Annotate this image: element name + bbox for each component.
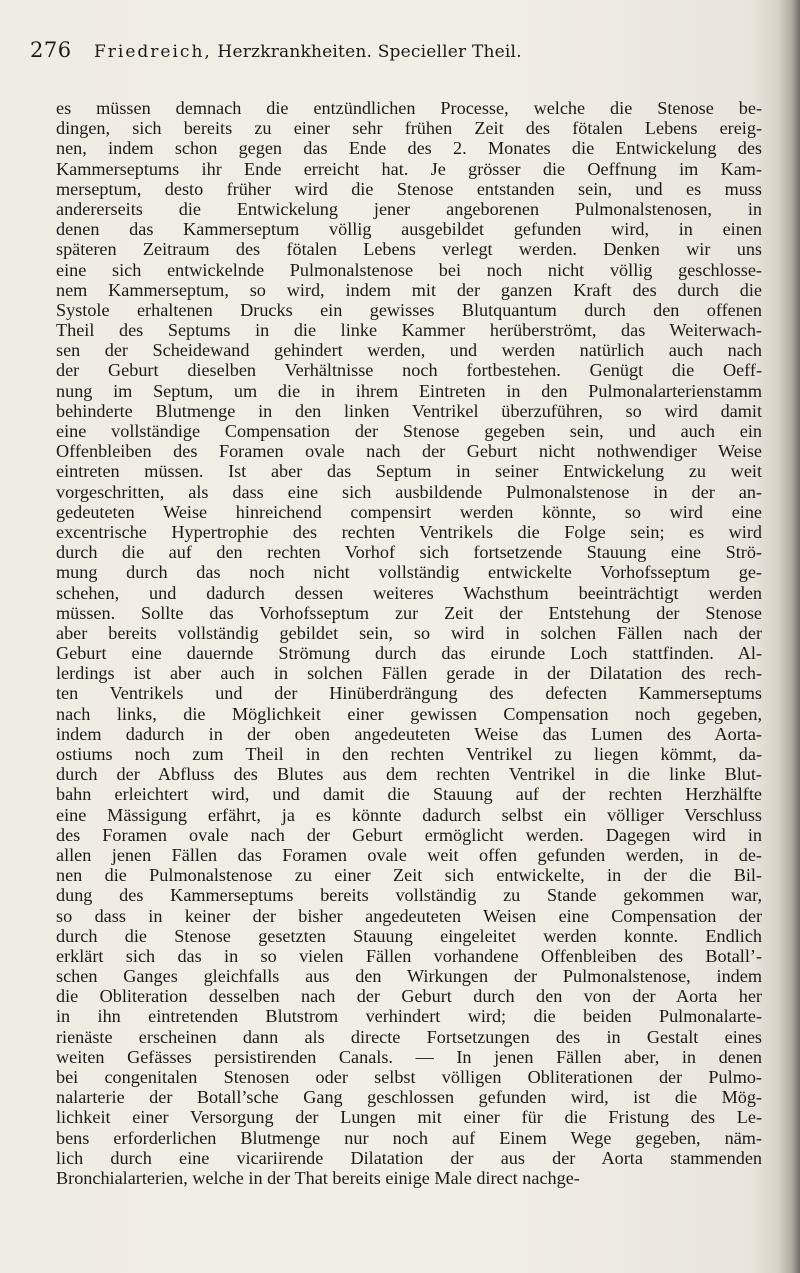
text-line: nem Kammerseptum, so wird, indem mit der ganzen Kraft des durch die bbox=[56, 279, 762, 300]
text-line: der Geburt dieselben Verhältnisse noch fortbestehen. Genügt die Oeff- bbox=[56, 360, 762, 381]
text-line: bens erforderlichen Blutmenge nur noch auf Einem Wege gegeben, näm- bbox=[56, 1127, 762, 1148]
text-line: Bronchialarterien, welche in der That bereits einige Male direct nachge- bbox=[56, 1167, 580, 1188]
text-line: schehen, und dadurch dessen weiteres Wachsthum beeinträchtigt werden bbox=[56, 582, 762, 603]
page-edge-shadow bbox=[778, 0, 800, 1273]
text-line: denen das Kammerseptum völlig ausgebildet gefunden wird, in einen bbox=[56, 219, 762, 240]
text-line: Systole erhaltenen Drucks ein gewisses Blutquantum durch den offenen bbox=[56, 299, 762, 320]
text-line: so dass in keiner der bisher angedeuteten Weisen eine Compensation der bbox=[56, 905, 762, 926]
text-line: ten Ventrikels und der Hinüberdrängung des defecten Kammerseptums bbox=[56, 683, 762, 704]
text-line: andererseits die Entwickelung jener angeborenen Pulmonalstenosen, in bbox=[56, 198, 762, 219]
text-line: behinderte Blutmenge in den linken Ventrikel überzuführen, so wird damit bbox=[56, 400, 762, 421]
text-line: die Obliteration desselben nach der Geburt durch den von der Aorta her bbox=[56, 986, 762, 1007]
text-line: indem dadurch in der oben angedeuteten Weise das Lumen des Aorta- bbox=[56, 723, 762, 744]
running-header bbox=[30, 38, 760, 68]
text-line: durch die auf den rechten Vorhof sich fortsetzende Stauung eine Strö- bbox=[56, 542, 762, 563]
text-line: aber bereits vollständig gebildet sein, so wird in solchen Fällen nach der bbox=[56, 622, 762, 643]
text-line: sen der Scheidewand gehindert werden, und werden natürlich auch nach bbox=[56, 340, 762, 361]
text-line: nung im Septum, um die in ihrem Eintreten in den Pulmonalarterienstamm bbox=[56, 380, 762, 401]
body-text bbox=[56, 98, 762, 1188]
text-line: müssen. Sollte das Vorhofsseptum zur Zeit der Entstehung der Stenose bbox=[56, 602, 762, 623]
text-line: gedeuteten Weise hinreichend compensirt werden könnte, so wird eine bbox=[56, 501, 762, 522]
text-line: excentrische Hypertrophie des rechten Ventrikels die Folge sein; es wird bbox=[56, 521, 762, 542]
text-line: dingen, sich bereits zu einer sehr frühen Zeit des fötalen Lebens ereig- bbox=[56, 118, 762, 139]
text-line: allen jenen Fällen das Foramen ovale weit offen gefunden werden, in de- bbox=[56, 844, 762, 865]
text-line: lerdings ist aber auch in solchen Fällen gerade in der Dilatation des rech- bbox=[56, 663, 762, 684]
text-line: Kammerseptums ihr Ende erreicht hat. Je grösser die Oeffnung im Kam- bbox=[56, 158, 762, 179]
text-line: durch der Abfluss des Blutes aus dem rechten Ventrikel in die linke Blut- bbox=[56, 764, 762, 785]
text-line: durch die Stenose gesetzten Stauung eingeleitet werden konnte. Endlich bbox=[56, 925, 762, 946]
text-line: nach links, die Möglichkeit einer gewissen Compensation noch gegeben, bbox=[56, 703, 762, 724]
text-line: vorgeschritten, als dass eine sich ausbildende Pulmonalstenose in der an- bbox=[56, 481, 762, 502]
text-line: dung des Kammerseptums bereits vollständig zu Stande gekommen war, bbox=[56, 885, 762, 906]
text-line: ostiums noch zum Theil in den rechten Ventrikel zu liegen kömmt, da- bbox=[56, 744, 762, 764]
text-line: eine Mässigung erfährt, ja es könnte dadurch selbst ein völliger Verschluss bbox=[56, 804, 762, 825]
running-head-title: Herzkrankheiten. Specieller Theil. bbox=[217, 42, 522, 62]
page-number: 276 bbox=[30, 38, 72, 62]
text-line: nalarterie der Botall’sche Gang geschlossen gefunden wird, ist die Mög- bbox=[56, 1087, 762, 1108]
text-line: nen, indem schon gegen das Ende des 2. Monates die Entwickelung des bbox=[56, 138, 762, 159]
text-line: es müssen demnach die entzündlichen Processe, welche die Stenose be- bbox=[56, 98, 762, 118]
text-line: schen Ganges gleichfalls aus den Wirkungen der Pulmonalstenose, indem bbox=[56, 966, 762, 987]
text-line: des Foramen ovale nach der Geburt ermöglicht werden. Dagegen wird in bbox=[56, 824, 762, 845]
running-head bbox=[94, 42, 522, 62]
text-line: lich durch eine vicariirende Dilatation der aus der Aorta stammenden bbox=[56, 1147, 762, 1168]
text-line: mung durch das noch nicht vollständig entwickelte Vorhofsseptum ge- bbox=[56, 562, 762, 583]
text-line: Theil des Septums in die linke Kammer herüberströmt, das Weiterwach- bbox=[56, 320, 762, 341]
text-line: Offenbleiben des Foramen ovale nach der Geburt nicht nothwendiger Weise bbox=[56, 441, 762, 462]
text-line: in ihn eintretenden Blutstrom verhindert wird; die beiden Pulmonalarte- bbox=[56, 1006, 762, 1027]
text-line: lichkeit einer Versorgung der Lungen mit einer für die Fristung des Le- bbox=[56, 1107, 762, 1128]
text-line: Geburt eine dauernde Strömung durch das eirunde Loch stattfinden. Al- bbox=[56, 643, 762, 664]
text-line: bahn erleichtert wird, und damit die Stauung auf der rechten Herzhälfte bbox=[56, 784, 762, 805]
text-line: rienäste erscheinen dann als directe Fortsetzungen des in Gestalt eines bbox=[56, 1026, 762, 1047]
text-line: merseptum, desto früher wird die Stenose entstanden sein, und es muss bbox=[56, 178, 762, 199]
text-line: eine vollständige Compensation der Stenose gegeben sein, und auch ein bbox=[56, 421, 762, 441]
text-line: bei congenitalen Stenosen oder selbst völligen Obliterationen der Pulmo- bbox=[56, 1067, 762, 1087]
text-line: eintreten müssen. Ist aber das Septum in seiner Entwickelung zu weit bbox=[56, 461, 762, 482]
text-line: eine sich entwickelnde Pulmonalstenose bei noch nicht völlig geschlosse- bbox=[56, 259, 762, 280]
text-line: späteren Zeitraum des fötalen Lebens verlegt werden. Denken wir uns bbox=[56, 239, 762, 260]
running-head-author: Friedreich, bbox=[94, 42, 212, 62]
text-line: erklärt sich das in so vielen Fällen vorhandene Offenbleiben des Botall’- bbox=[56, 945, 762, 966]
text-line: weiten Gefässes persistirenden Canals. — In jenen Fällen aber, in denen bbox=[56, 1046, 762, 1067]
text-line: nen die Pulmonalstenose zu einer Zeit sich entwickelte, in der die Bil- bbox=[56, 865, 762, 886]
